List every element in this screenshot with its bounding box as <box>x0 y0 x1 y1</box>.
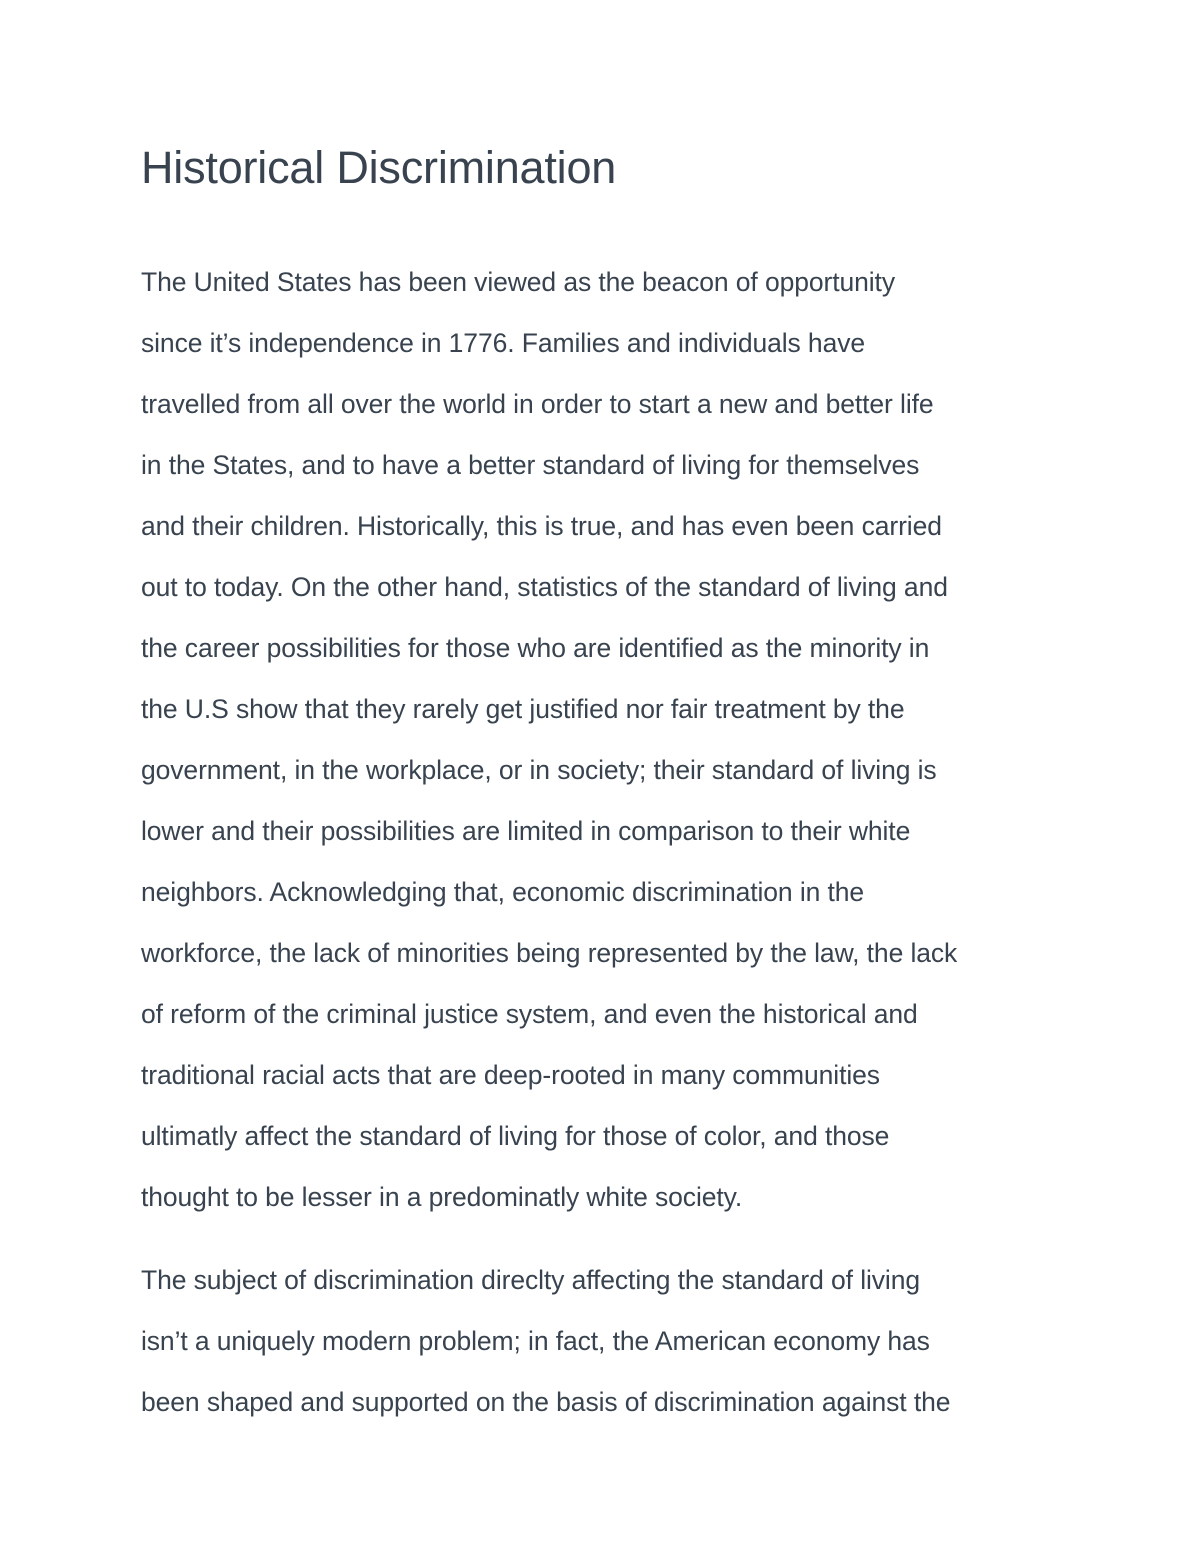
paragraph-line: workforce, the lack of minorities being represented by the law, the lack <box>141 938 958 968</box>
paragraph-line: isn’t a uniquely modern problem; in fact, the American economy has <box>141 1326 930 1356</box>
paragraph-line: the U.S show that they rarely get justified nor fair treatment by the <box>141 694 905 724</box>
document-title: Historical Discrimination <box>141 142 617 193</box>
paragraph-line: The subject of discrimination direclty affecting the standard of living <box>141 1265 920 1295</box>
paragraph-line: and their children. Historically, this is true, and has even been carried <box>141 511 942 541</box>
document-content <box>141 141 1071 1433</box>
paragraph-2 <box>141 1250 1071 1433</box>
paragraph-line: been shaped and supported on the basis of discrimination against the <box>141 1387 951 1417</box>
paragraph-line: since it’s independence in 1776. Families and individuals have <box>141 328 865 358</box>
paragraph-spacing <box>141 1228 1071 1250</box>
paragraph-line: the career possibilities for those who are identified as the minority in <box>141 633 930 663</box>
paragraph-line: of reform of the criminal justice system, and even the historical and <box>141 999 918 1029</box>
paragraph-1 <box>141 252 1071 1228</box>
paragraph-line: in the States, and to have a better standard of living for themselves <box>141 450 920 480</box>
paragraph-line: lower and their possibilities are limited in comparison to their white <box>141 816 911 846</box>
paragraph-line: travelled from all over the world in order to start a new and better life <box>141 389 934 419</box>
paragraph-line: traditional racial acts that are deep-rooted in many communities <box>141 1060 880 1090</box>
paragraph-line: out to today. On the other hand, statistics of the standard of living and <box>141 572 948 602</box>
paragraph-line: government, in the workplace, or in society; their standard of living is <box>141 755 937 785</box>
paragraph-line: ultimatly affect the standard of living for those of color, and those <box>141 1121 890 1151</box>
paragraph-line: The United States has been viewed as the beacon of opportunity <box>141 267 895 297</box>
paragraph-line: neighbors. Acknowledging that, economic discrimination in the <box>141 877 865 907</box>
paragraph-line: thought to be lesser in a predominatly white society. <box>141 1182 743 1212</box>
